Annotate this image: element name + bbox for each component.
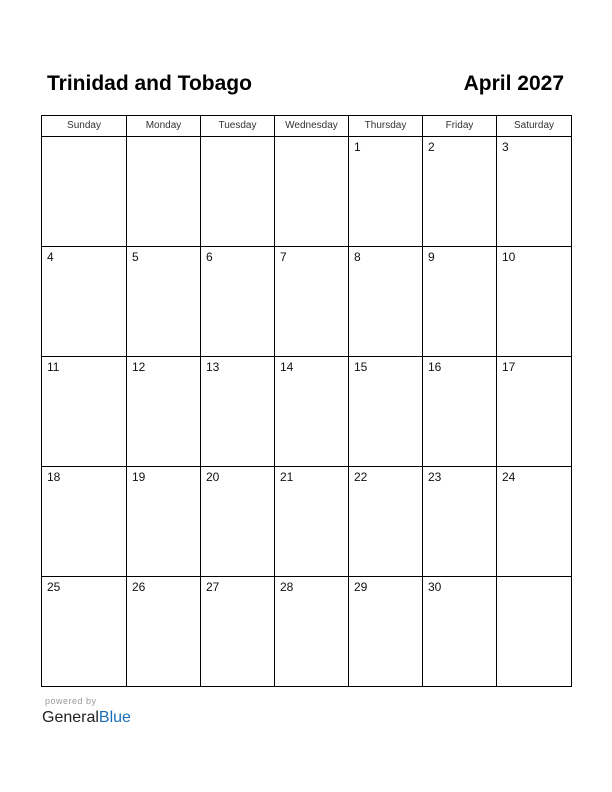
day-number: 15 (354, 360, 368, 374)
day-number: 1 (354, 140, 361, 154)
day-cell (201, 137, 275, 247)
day-number: 8 (354, 250, 361, 264)
week-row (42, 467, 572, 577)
day-cell (423, 247, 497, 357)
day-cell (42, 357, 127, 467)
day-number: 16 (428, 360, 442, 374)
day-cell (201, 247, 275, 357)
week-row (42, 247, 572, 357)
brand-general-text: General (42, 709, 99, 726)
day-number: 10 (502, 250, 516, 264)
day-cell (349, 247, 423, 357)
powered-by-label: powered by (45, 696, 97, 706)
day-number: 3 (502, 140, 509, 154)
day-number: 6 (206, 250, 213, 264)
calendar-grid (41, 115, 572, 687)
month-title: April 2027 (463, 72, 564, 95)
day-number: 21 (280, 470, 294, 484)
day-cell (201, 467, 275, 577)
weekday-header-sunday: Sunday (42, 116, 127, 137)
day-number: 26 (132, 580, 146, 594)
day-cell (275, 467, 349, 577)
day-cell (349, 137, 423, 247)
day-number (497, 577, 571, 580)
day-number: 9 (428, 250, 435, 264)
day-cell (349, 467, 423, 577)
day-cell (127, 577, 201, 687)
day-number: 18 (47, 470, 61, 484)
weekday-header-monday: Monday (127, 116, 201, 137)
day-number: 17 (502, 360, 516, 374)
day-cell (497, 467, 572, 577)
day-number: 20 (206, 470, 220, 484)
day-cell (497, 137, 572, 247)
day-cell (201, 357, 275, 467)
day-number: 13 (206, 360, 220, 374)
weekday-header-saturday: Saturday (497, 116, 572, 137)
day-number: 5 (132, 250, 139, 264)
day-cell (275, 577, 349, 687)
day-cell (127, 357, 201, 467)
week-row (42, 357, 572, 467)
day-number: 4 (47, 250, 54, 264)
day-cell (423, 137, 497, 247)
day-cell (42, 247, 127, 357)
day-number: 11 (47, 360, 60, 374)
weekday-header-friday: Friday (423, 116, 497, 137)
day-cell (127, 247, 201, 357)
day-cell (275, 357, 349, 467)
day-cell (349, 357, 423, 467)
day-number: 30 (428, 580, 442, 594)
weekday-header-wednesday: Wednesday (275, 116, 349, 137)
day-cell (275, 247, 349, 357)
day-number (201, 137, 274, 140)
day-cell (497, 577, 572, 687)
day-number: 12 (132, 360, 146, 374)
day-number: 22 (354, 470, 368, 484)
day-cell (42, 577, 127, 687)
week-row (42, 137, 572, 247)
day-number (275, 137, 348, 140)
day-number: 7 (280, 250, 287, 264)
weekday-header-row (42, 116, 572, 137)
day-number: 29 (354, 580, 368, 594)
day-number: 27 (206, 580, 220, 594)
day-cell (127, 137, 201, 247)
day-number (127, 137, 200, 140)
generalblue-logo[interactable] (42, 708, 131, 728)
day-cell (497, 357, 572, 467)
day-cell (423, 357, 497, 467)
day-number: 25 (47, 580, 61, 594)
weekday-header-tuesday: Tuesday (201, 116, 275, 137)
day-cell (127, 467, 201, 577)
day-cell (423, 577, 497, 687)
day-number: 28 (280, 580, 294, 594)
day-cell (275, 137, 349, 247)
day-cell (349, 577, 423, 687)
day-number: 14 (280, 360, 294, 374)
week-row (42, 577, 572, 687)
day-number: 24 (502, 470, 516, 484)
day-cell (423, 467, 497, 577)
day-cell (42, 467, 127, 577)
day-cell (201, 577, 275, 687)
day-number: 23 (428, 470, 442, 484)
day-number: 19 (132, 470, 146, 484)
day-number (42, 137, 126, 140)
country-title: Trinidad and Tobago (47, 72, 252, 95)
brand-blue-text: Blue (98, 709, 131, 726)
day-cell (497, 247, 572, 357)
day-cell (42, 137, 127, 247)
day-number: 2 (428, 140, 435, 154)
weekday-header-thursday: Thursday (349, 116, 423, 137)
